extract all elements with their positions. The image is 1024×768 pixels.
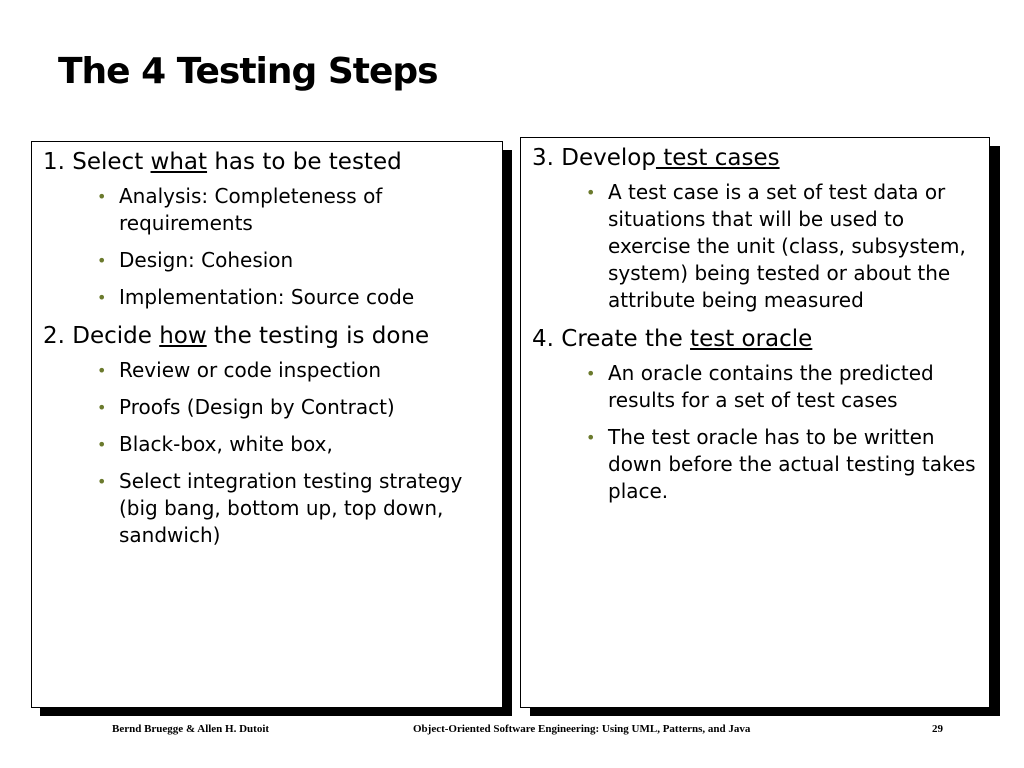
step-3-heading: [532, 143, 981, 173]
step-3-keyword: test cases: [655, 145, 780, 171]
bullet-icon: •: [97, 361, 107, 380]
step-1-prefix: 1. Select: [43, 149, 151, 175]
bullet-text: The test oracle has to be written down before the actual testing takes place.: [608, 425, 976, 503]
bullet-text: A test case is a set of test data or situations that will be used to exercise the unit (class, subsystem, system) being tested or about the attribute being measured: [608, 180, 966, 312]
bullet-item: [532, 179, 981, 314]
step-1-heading: [43, 147, 494, 177]
right-panel: [520, 137, 990, 708]
bullet-item: [43, 357, 494, 384]
bullet-text: Design: Cohesion: [119, 248, 294, 272]
step-2-keyword: how: [159, 323, 207, 349]
step-2-bullets: [43, 357, 494, 549]
bullet-item: [532, 360, 981, 414]
step-4-bullets: [532, 360, 981, 505]
bullet-icon: •: [586, 364, 596, 383]
bullet-item: [43, 431, 494, 458]
bullet-item: [43, 468, 494, 549]
footer-page-number: 29: [932, 723, 943, 735]
bullet-item: [43, 284, 494, 311]
bullet-item: [43, 394, 494, 421]
step-1-suffix: has to be tested: [207, 149, 402, 175]
bullet-icon: •: [97, 251, 107, 270]
bullet-icon: •: [97, 472, 107, 491]
bullet-icon: •: [97, 398, 107, 417]
bullet-text: An oracle contains the predicted results for a set of test cases: [608, 361, 934, 412]
footer-book-title: Object-Oriented Software Engineering: Using UML, Patterns, and Java: [413, 723, 751, 735]
step-2-heading: [43, 321, 494, 351]
step-4-keyword: test oracle: [690, 326, 813, 352]
left-panel: [31, 141, 503, 708]
step-1-keyword: what: [150, 149, 208, 175]
bullet-text: Black-box, white box,: [119, 432, 333, 456]
bullet-text: Implementation: Source code: [119, 285, 415, 309]
bullet-text: Proofs (Design by Contract): [119, 395, 395, 419]
step-4-prefix: 4. Create the: [532, 326, 691, 352]
bullet-icon: •: [586, 183, 596, 202]
bullet-item: [43, 247, 494, 274]
step-1-bullets: [43, 183, 494, 311]
bullet-text: Analysis: Completeness of requirements: [119, 184, 383, 235]
slide-title: The 4 Testing Steps: [58, 51, 438, 92]
bullet-item: [532, 424, 981, 505]
bullet-icon: •: [97, 187, 107, 206]
bullet-icon: •: [586, 428, 596, 447]
bullet-icon: •: [97, 288, 107, 307]
bullet-text: Select integration testing strategy (big bang, bottom up, top down, sandwich): [119, 469, 463, 547]
step-3-bullets: [532, 179, 981, 314]
step-2-prefix: 2. Decide: [43, 323, 160, 349]
step-4-heading: [532, 324, 981, 354]
footer-authors: Bernd Bruegge & Allen H. Dutoit: [112, 723, 270, 735]
step-2-suffix: the testing is done: [206, 323, 430, 349]
bullet-text: Review or code inspection: [119, 358, 382, 382]
bullet-item: [43, 183, 494, 237]
step-3-prefix: 3. Develop: [532, 145, 656, 171]
bullet-icon: •: [97, 435, 107, 454]
